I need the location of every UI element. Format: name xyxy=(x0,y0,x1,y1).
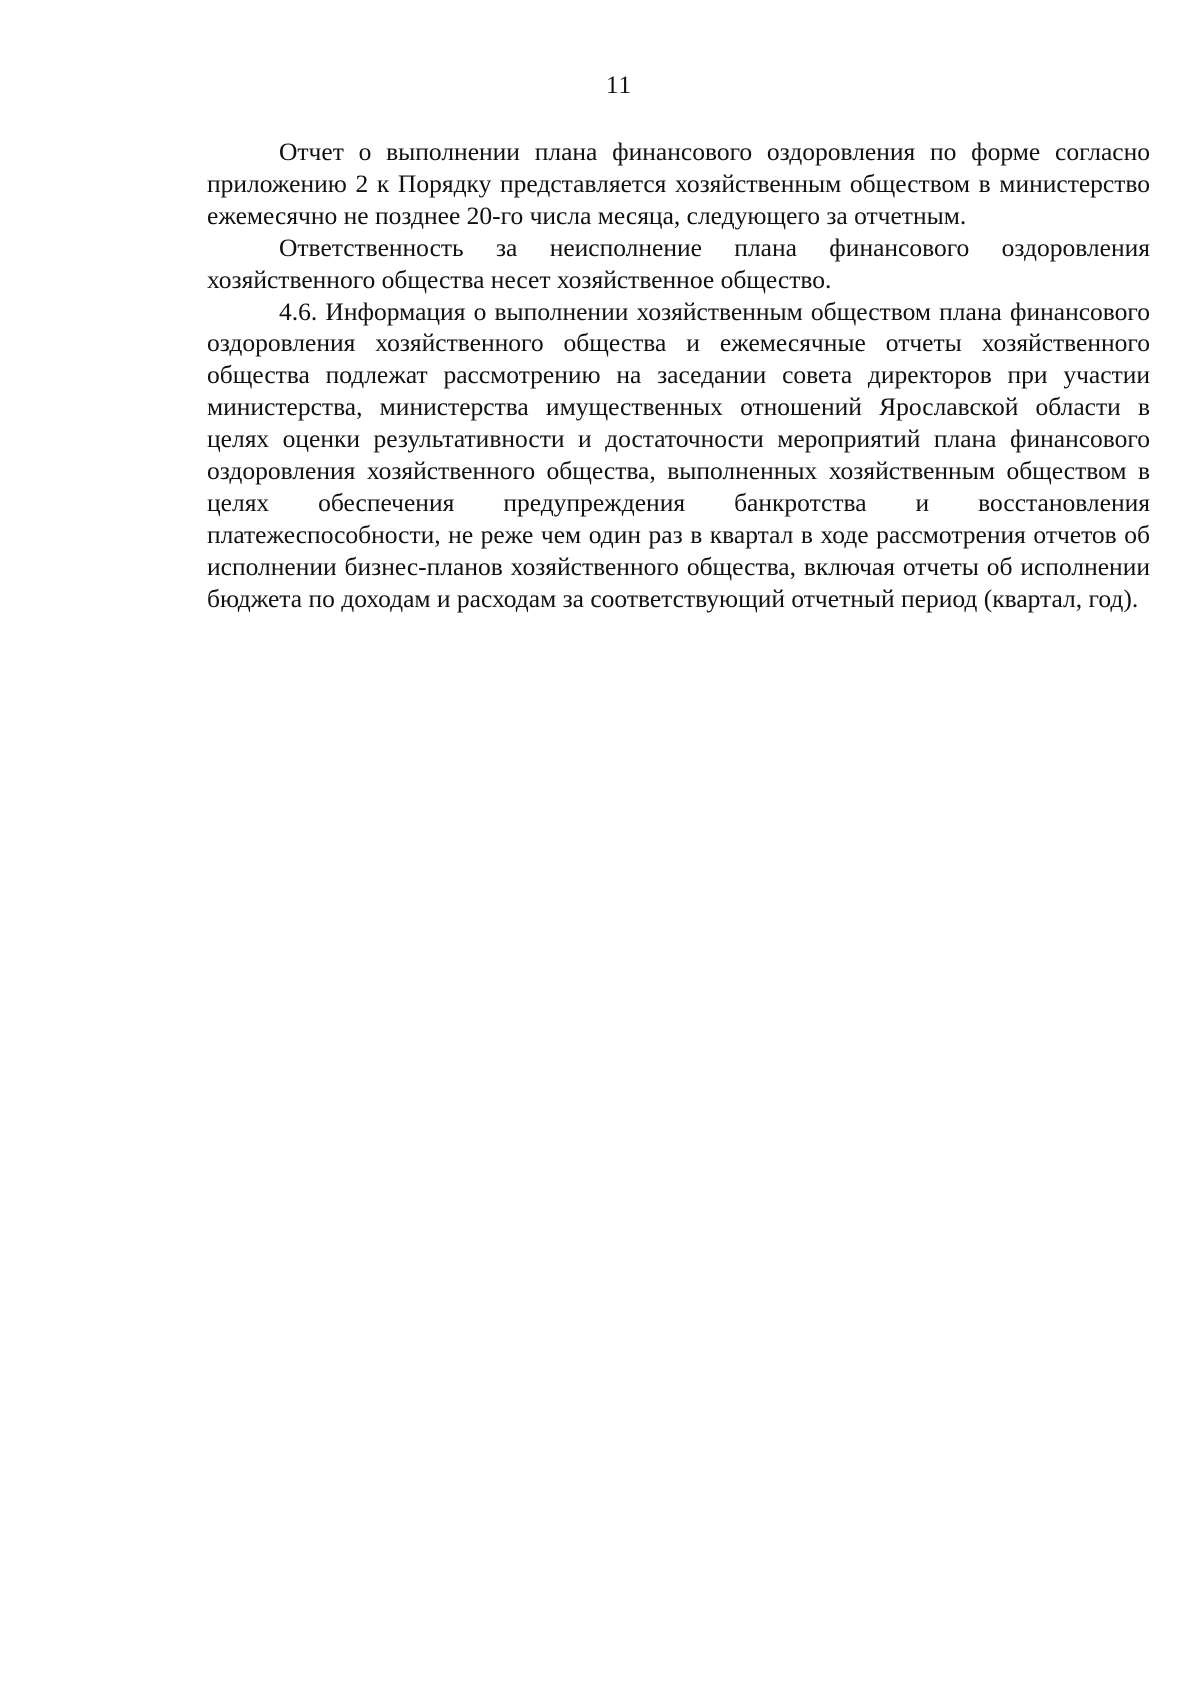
paragraph-section-4-6: 4.6. Информация о выполнении хозяйственным обществом плана финансового оздоровления хозяйственного общества и ежемесячные отчеты хозяйственного общества подлежат рассмотрению на заседании совета директоров при участии министерства, министерства имущественных отношений Ярославской области в целях оценки результативности и достаточности мероприятий плана финансового оздоровления хозяйственного общества, выполненных хозяйственным обществом в целях обеспечения предупреждения банкротства и восстановления платежеспособности, не реже чем один раз в квартал в ходе рассмотрения отчетов об исполнении бизнес-планов хозяйственного общества, включая отчеты об исполнении бюджета по доходам и расходам за соответствующий отчетный период (квартал, год). xyxy=(207,296,1150,613)
page-number: 11 xyxy=(605,72,633,99)
document-body xyxy=(207,136,1150,615)
paragraph-responsibility: Ответственность за неисполнение плана финансового оздоровления хозяйственного общества несет хозяйственное общество. xyxy=(207,232,1150,294)
paragraph-report-submission: Отчет о выполнении плана финансового оздоровления по форме согласно приложению 2 к Порядку представляется хозяйственным обществом в министерство ежемесячно не позднее 20-го числа месяца, следующего за отчетным. xyxy=(207,137,1150,230)
